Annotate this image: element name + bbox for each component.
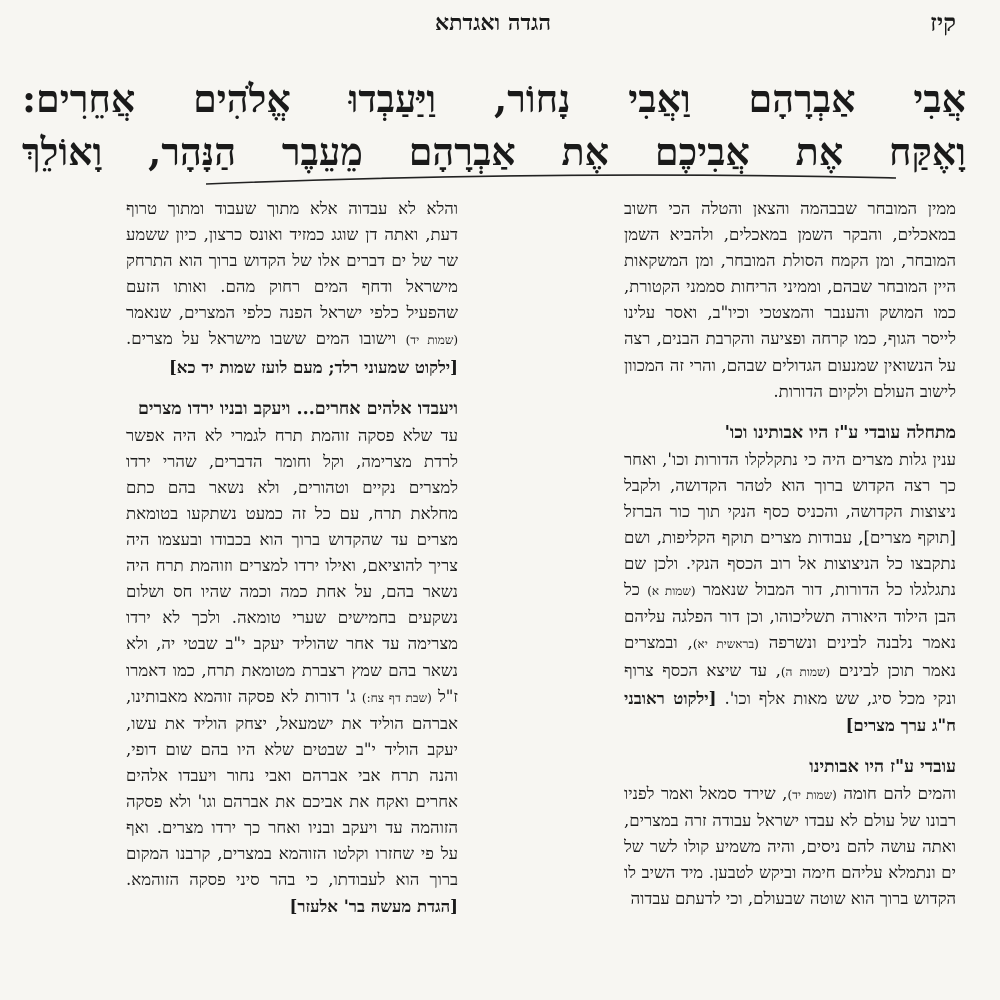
source-citation: [הגדת מעשה בר' אלעזר] xyxy=(289,896,458,917)
paragraph-text: וישובו המים ששבו מישראל על מצרים. xyxy=(126,329,397,349)
paragraph-text: , עד שיצא הכסף צרוף ונקי מכל סיג, שש מאות אלף וכו'. xyxy=(624,660,956,708)
paragraph xyxy=(126,196,458,381)
paragraph-text: עד שלא פסקה זוהמת תרח לגמרי לא היה אפשר לרדת מצרימה, וקל וחומר הדברים, שהרי ירדו למצרים נקיים וטהורים, ולא נשאר בהם כתם מחלאת תרח, עם כל זה כמעט נשתקעו בטומאת מצרים עד שהקדוש ברוך הוא בכבודו ובעצמו היה צריך להוציאם, ואילו ירדו למצרים וזוהמת תרח היה נשאר בהם, על אחת כמה וכמה שהיו חס ושלום נשקעים בחמישים שערי טומאה. ולכך לא ירדו מצרימה עד אחר שהוליד יעקב י"ב שבטי יה, ולא נשאר בהם שמץ רצברת מטומאת תרח, כמו דאמרו ז"ל xyxy=(126,425,458,706)
paragraph-text: כל הבן הילוד היאורה תשליכוהו, וכן דור הפלגה עליהם נאמר נלבנה לבינים ונשרפה xyxy=(624,580,956,653)
paragraph-text: והמים להם חומה xyxy=(843,783,956,803)
citation-ref: (בראשית יא) xyxy=(692,637,759,652)
page-number: קיז xyxy=(930,8,956,37)
paragraph xyxy=(624,447,956,739)
source-citation: [ילקוט ראובני ח"ג ערך מצרים] xyxy=(624,687,956,735)
left-column xyxy=(126,196,458,996)
section-heading: מתחלה עובדי ע"ז היו אבותינו וכו' xyxy=(724,422,956,443)
headline-line-1: אֲבִי אַבְרָהָם וַאֲבִי נָחוֹר, וַיַּעַבְדוּ אֱלֹהִים אֲחֵרִים: xyxy=(22,76,966,121)
running-title: הגדה ואגדתא xyxy=(435,10,551,36)
citation-ref: (שמות יד) xyxy=(405,333,458,348)
citation-ref: (שמות ה) xyxy=(780,664,831,679)
citation-ref: (שמות יד) xyxy=(787,787,837,802)
citation-ref: (שמות א) xyxy=(647,584,696,599)
paragraph-text: , ובמצרים נאמר תוכן לבינים xyxy=(624,633,956,680)
citation-ref: (שבת דף צח:) xyxy=(361,690,432,705)
paragraph-text: והלא לא עבדוה אלא מתוך שעבוד ומתוך טרוף דעת, ואתה דן שוגג כמזיד ואונס כרצון, כיון ששמע שר של ים דברים אלו של הקדוש ברוך הוא התרחק מישראל ודחף המים רחוק מהם. ואותו הזעם שהפעיל כלפי ישראל הפנה כלפי המצרים, שנאמר xyxy=(126,199,458,323)
paragraph-text: , שירד סמאל ואמר לפניו רבונו של עולם לא עבדו ישראל עבודה זרה במצרים, ואתה עושה להם ניסים, והיה משמיע קולו לשר של ים ונתמלא עליהם חימה וביקש לטבען. מיד השיב לו הקדוש ברוך הוא שוטה שבעולם, וכי לדעתם עבדוה xyxy=(624,783,956,909)
paragraph-text: ג' דורות לא פסקה זוהמא מאבותינו, אברהם הוליד את ישמעאל, יצחק הוליד את עשו, יעקב הוליד י"ב שבטים שלא היו בהם שום דופי, והנה תרח אבי אברהם ואבי נחור ויעבדו אלהים אחרים ואקח את אביכם את אברהם וגו' ולא פסקה הזוהמה עד ויעקב ובניו ואחר כך ירדו מצרים. ואף על פי שחזרו וקלטו הזוהמא במצרים, קרבנו המקום ברוך הוא לעבודתו, כי בהר סיני פסקה הזוהמא. xyxy=(126,686,458,890)
running-head xyxy=(30,8,956,42)
source-citation: [ילקוט שמעוני רלד; מעם לועז שמות יד כא] xyxy=(168,356,458,377)
paragraph xyxy=(126,423,458,921)
paragraph: ממין המובחר שבבהמה והצאן והטלה הכי חשוב במאכלים, והבקר השמן במאכלים, ולהביא השמן המובחר, ומן הקמח הסולת המובחר, ומן המשקאות היין המובחר שבהם, וממיני הריחות סממני הקטורת, כמו המושק והענבר והמצטכי וכיו"ב, ואסר עלינו לייסר הגוף, כמו קרחה ופציעה והקרבת הבנים, רצה על הנשואין שמנעום הגדולים שבהם, והרי זה המכוון לישוב העולם ולקיום הדורות. xyxy=(624,199,956,401)
paragraph xyxy=(624,781,956,912)
headline xyxy=(22,72,966,178)
decorative-divider xyxy=(206,172,896,186)
headline-line-2: וָאֶקַּח אֶת אֲבִיכֶם אֶת אַבְרָהָם מֵעֵבֶר הַנָּהָר, וָאוֹלֵךְ xyxy=(22,129,966,174)
paragraph-text: ענין גלות מצרים היה כי נתקלקלו הדורות וכו', ואחר כך רצה הקדוש ברוך הוא לטהר הקדושה, ולקבל ניצוצות הקדושה, והכניס כסף הנקי תוך כור הברזל [תוקף מצרים], עבודות מצרים תוקף הקליפות, ושם נתקבצו כל הניצוצות אל רוב הכסף הנקי. ולכן שם נתגלגלו כל הדורות, דור המבול שנאמר xyxy=(624,449,956,600)
section-heading: עובדי ע"ז היו אבותינו xyxy=(809,756,956,777)
right-column xyxy=(624,196,956,996)
section-heading: ויעבדו אלהים אחרים... ויעקב ובניו ירדו מצרים xyxy=(138,398,458,419)
